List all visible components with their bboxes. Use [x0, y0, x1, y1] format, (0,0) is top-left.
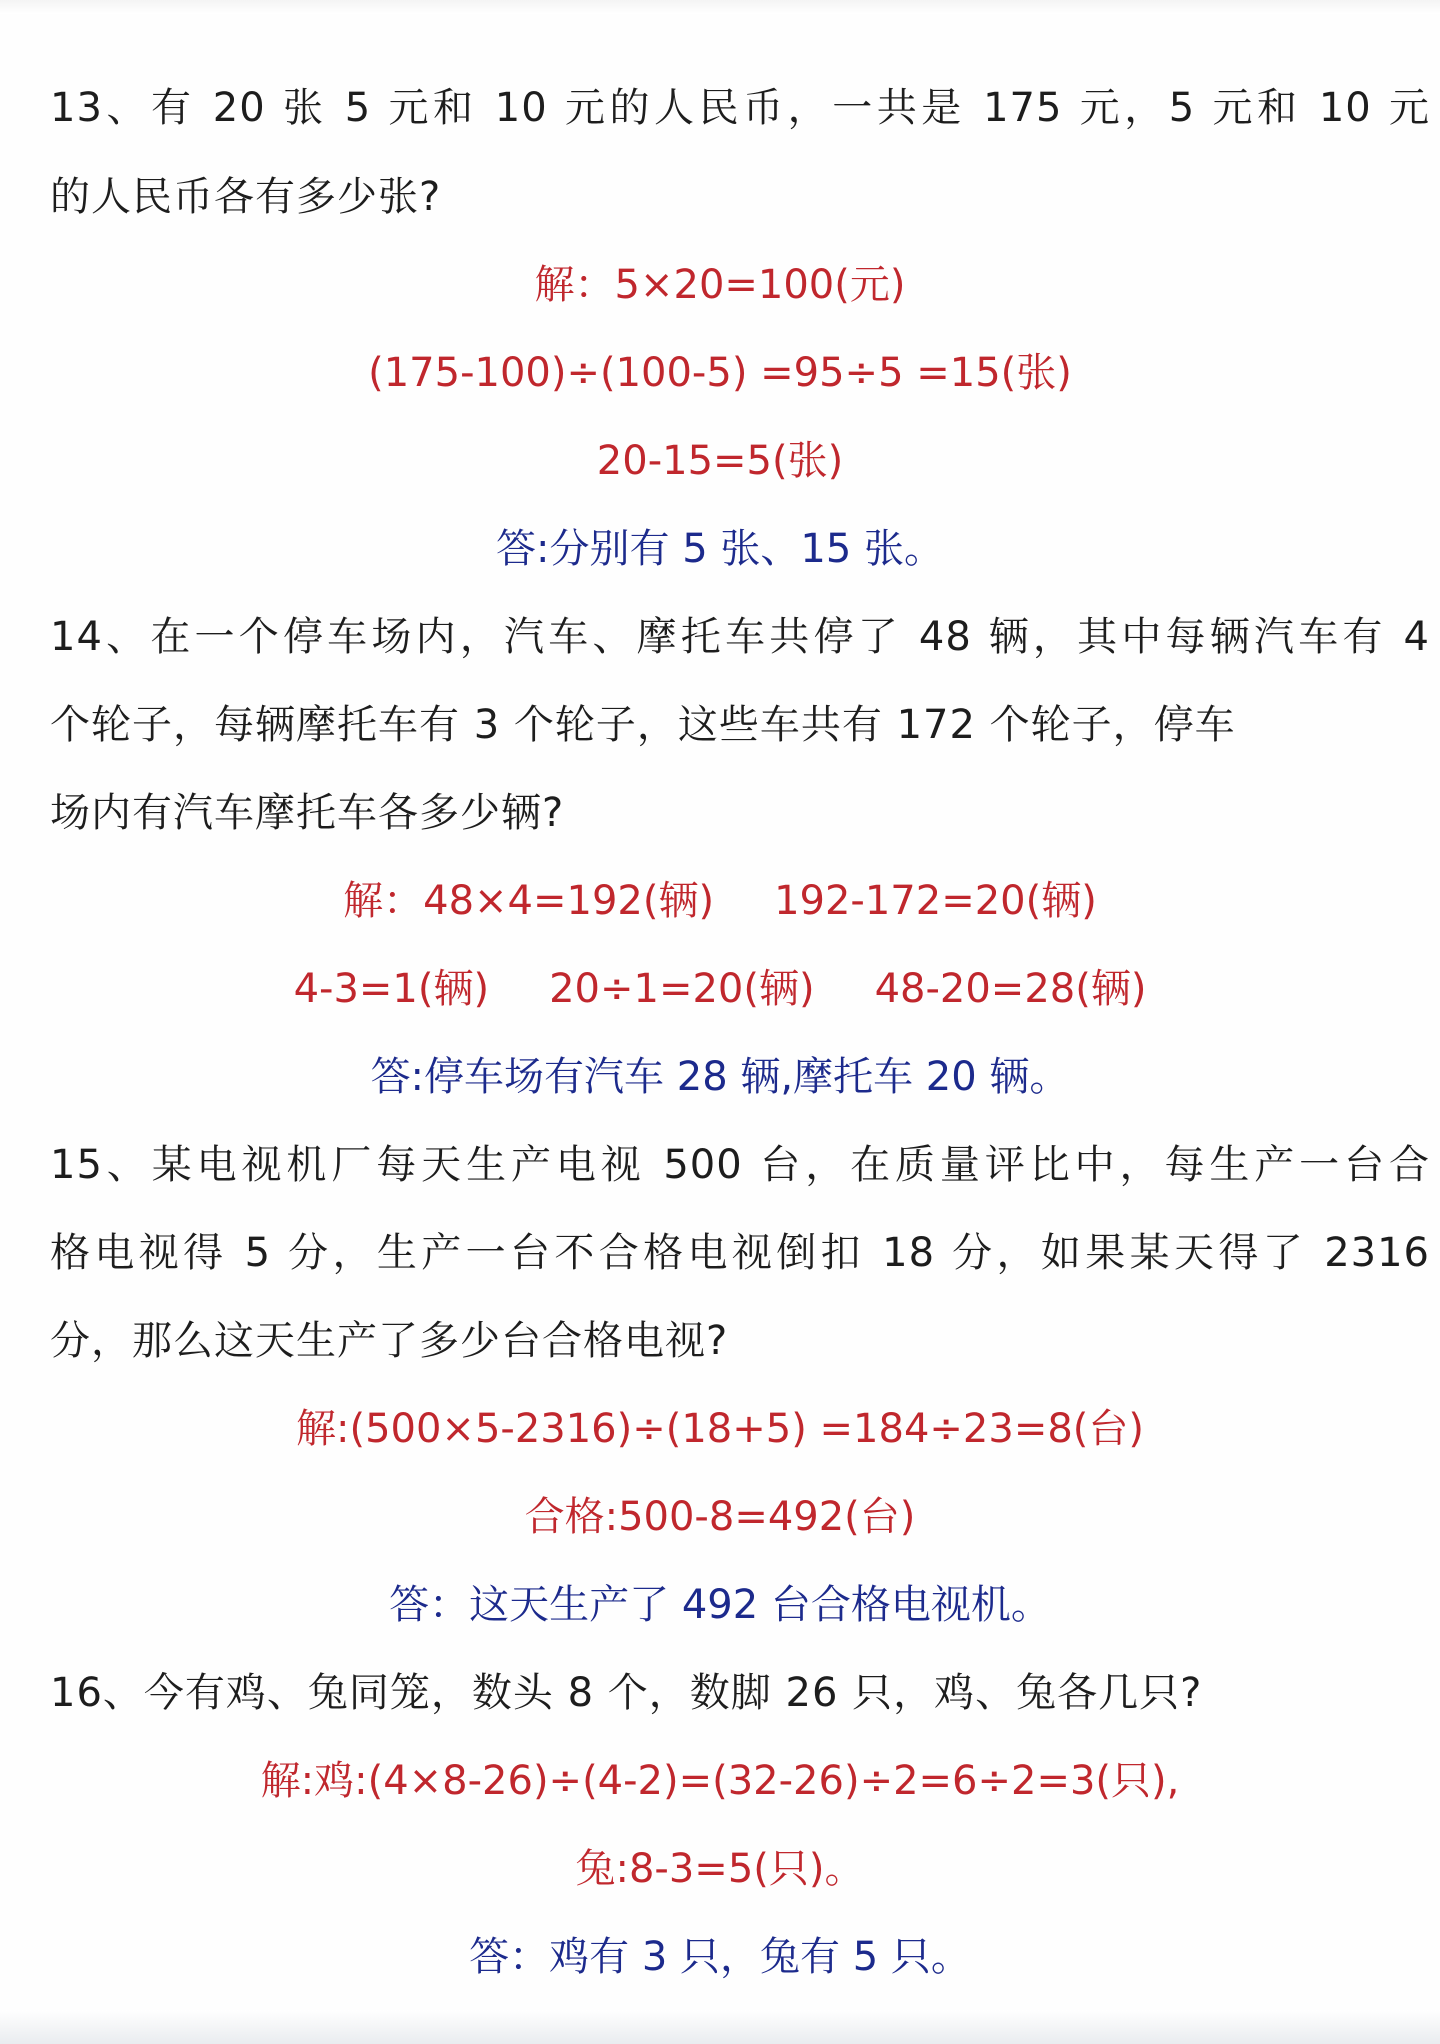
- problem-14-solution-row-2: [0, 963, 1440, 1015]
- problem-15-solution-line-1: 解:(500×5-2316)÷(18+5) =184÷23=8(台): [296, 1406, 1144, 1452]
- problem-14-solution-step-4: 20÷1=20(辆): [549, 966, 815, 1012]
- bottom-edge-shadow: [0, 2010, 1440, 2044]
- problem-13-answer: 答:分别有 5 张、15 张。: [496, 526, 944, 572]
- problem-15-question-line-3: 分，那么这天生产了多少台合格电视?: [50, 1318, 729, 1364]
- problem-13-question-line-2: 的人民币各有多少张?: [50, 174, 442, 220]
- problem-14-solution-step-5: 48-20=28(辆): [874, 966, 1147, 1012]
- problem-16-answer: 答：鸡有 3 只，兔有 5 只。: [469, 1934, 971, 1980]
- problem-14-solution-step-2: 192-172=20(辆): [774, 878, 1097, 924]
- problem-14-answer: 答:停车场有汽车 28 辆,摩托车 20 辆。: [370, 1054, 1070, 1100]
- problem-15-solution-line-2: 合格:500-8=492(台): [524, 1494, 916, 1540]
- problem-16-question-line-1: 16、今有鸡、兔同笼，数头 8 个，数脚 26 只，鸡、兔各几只?: [50, 1670, 1203, 1716]
- problem-13-solution-line-2: (175-100)÷(100-5) =95÷5 =15(张): [368, 350, 1072, 396]
- problem-13-question-line-1: 13、有 20 张 5 元和 10 元的人民币，一共是 175 元，5 元和 10 元: [50, 85, 1430, 131]
- problem-13-solution-line-1: 解：5×20=100(元): [534, 262, 906, 308]
- problem-14-question-line-1: 14、在一个停车场内，汽车、摩托车共停了 48 辆，其中每辆汽车有 4: [50, 614, 1430, 660]
- problem-16-solution-line-1: 解:鸡:(4×8-26)÷(4-2)=(32-26)÷2=6÷2=3(只),: [260, 1758, 1180, 1804]
- problem-15-answer: 答：这天生产了 492 台合格电视机。: [389, 1582, 1051, 1628]
- problem-14-solution-step-1: 解：48×4=192(辆): [343, 878, 715, 924]
- problem-14-question-line-3: 场内有汽车摩托车各多少辆?: [50, 790, 565, 836]
- problem-14-solution-step-3: 4-3=1(辆): [293, 966, 490, 1012]
- problem-15-question-line-2: 格电视得 5 分，生产一台不合格电视倒扣 18 分，如果某天得了 2316: [50, 1230, 1430, 1276]
- problem-14-solution-row-1: [0, 875, 1440, 927]
- problem-16-solution-line-2: 兔:8-3=5(只)。: [575, 1846, 865, 1892]
- problem-13-solution-line-3: 20-15=5(张): [596, 438, 844, 484]
- top-edge-shadow: [0, 0, 1440, 14]
- problem-14-question-line-2: 个轮子，每辆摩托车有 3 个轮子，这些车共有 172 个轮子，停车: [50, 702, 1236, 748]
- problem-15-question-line-1: 15、某电视机厂每天生产电视 500 台，在质量评比中，每生产一台合: [50, 1142, 1430, 1188]
